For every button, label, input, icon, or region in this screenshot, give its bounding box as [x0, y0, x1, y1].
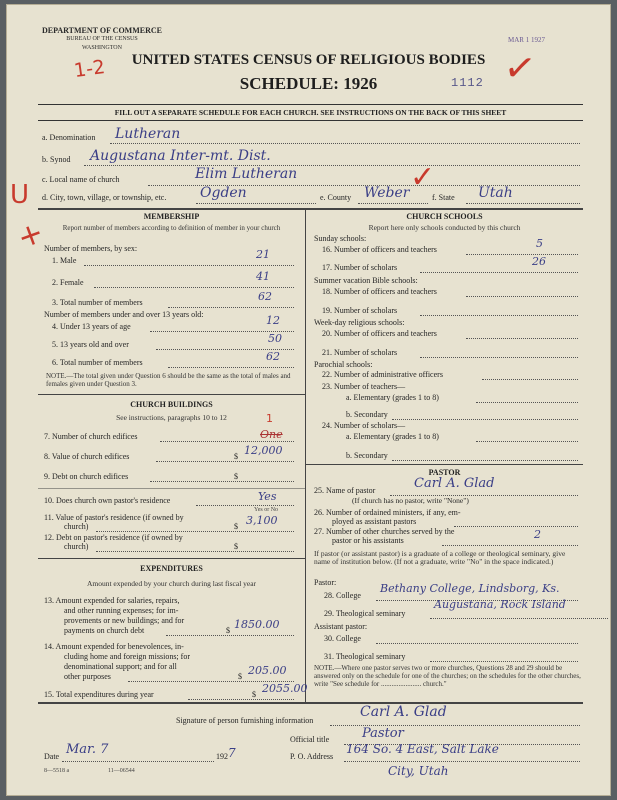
official-title-label: Official title — [290, 735, 330, 744]
q21-label: 21. Number of scholars — [322, 348, 398, 357]
yes-no-hint: Yes or No — [254, 507, 279, 513]
q13-label-4: payments on church debt — [64, 626, 145, 635]
schools-title: CHURCH SCHOOLS — [406, 212, 483, 221]
q20-label: 20. Number of officers and teachers — [322, 329, 437, 338]
check-mark-icon: ✓ — [501, 43, 539, 93]
total-members-label: 3. Total number of members — [52, 298, 143, 307]
expenditures-subtitle: Amount expended by your church during last fiscal year — [86, 579, 257, 588]
residence-debt-label-2: church) — [64, 542, 89, 551]
q14-value[interactable]: 205.00 — [248, 664, 287, 677]
q31-label: 31. Theological seminary — [324, 652, 406, 661]
denomination-value[interactable]: Lutheran — [115, 126, 181, 142]
residence-value-amount[interactable]: 3,100 — [246, 514, 278, 527]
q24b-label: b. Secondary — [346, 451, 388, 460]
local-name-value[interactable]: Elim Lutheran — [195, 166, 298, 182]
local-name-label: c. Local name of church — [42, 175, 120, 184]
membership-title: MEMBERSHIP — [143, 212, 200, 221]
buildings-subtitle: See instructions, paragraphs 10 to 12 — [116, 413, 227, 422]
q13-label-2: and other running expenses; for im- — [64, 606, 179, 615]
q15-label: 15. Total expenditures during year — [44, 690, 154, 699]
q27-label-2: pastor or his assistants — [332, 536, 404, 545]
fill-instruction: FILL OUT A SEPARATE SCHEDULE FOR EACH CHURCH. SEE INSTRUCTIONS ON THE BACK OF THIS SHEET — [38, 104, 583, 121]
schedule-number: 1112 — [451, 76, 484, 90]
denomination-label: a. Denomination — [42, 133, 96, 142]
by-sex-label: Number of members, by sex: — [44, 244, 138, 253]
q30-label: 30. College — [324, 634, 361, 643]
state-label: f. State — [432, 193, 455, 202]
cross-mark-icon: + — [12, 214, 49, 257]
pastor-title: PASTOR — [428, 468, 461, 477]
total-members-2-value[interactable]: 62 — [266, 350, 280, 363]
margin-mark-u: U — [10, 180, 30, 210]
over-13-label: 5. 13 years old and over — [52, 340, 129, 349]
female-value[interactable]: 41 — [256, 270, 270, 283]
q22-label: 22. Number of administrative officers — [322, 370, 443, 379]
q28-label: 28. College — [324, 591, 361, 600]
residence-debt-label: 12. Debt on pastor's residence (if owned by — [44, 533, 183, 542]
q16-label: 16. Number of officers and teachers — [322, 245, 437, 254]
edifice-value-label: 8. Value of church edifices — [44, 452, 130, 461]
q23-label: 23. Number of teachers— — [322, 382, 406, 391]
signature-value[interactable]: Carl A. Glad — [360, 704, 447, 720]
county-label: e. County — [320, 193, 352, 202]
q19-label: 19. Number of scholars — [322, 306, 398, 315]
year-digit[interactable]: 7 — [228, 746, 236, 760]
age-split-label: Number of members under and over 13 years old: — [44, 310, 204, 319]
q27-value[interactable]: 2 — [534, 528, 541, 541]
q27-label: 27. Number of other churches served by the — [314, 527, 455, 536]
edifice-debt-label: 9. Debt on church edifices — [44, 472, 129, 481]
q13-value[interactable]: 1850.00 — [234, 618, 280, 631]
received-date-stamp: MAR 1 1927 — [508, 36, 545, 44]
pastor-name-value[interactable]: Carl A. Glad — [414, 476, 495, 491]
membership-note: NOTE.—The total given under Question 6 should be the same as the total of males and females given under Question 3. — [46, 372, 291, 388]
schedule-title: SCHEDULE: 1926 — [239, 74, 378, 93]
edifices-value[interactable]: 1 — [266, 412, 273, 425]
synod-label: b. Synod — [42, 155, 71, 164]
q13-label-3: provements or new buildings; and for — [64, 616, 185, 625]
corner-annotation: 1-2 — [72, 55, 107, 83]
q15-value[interactable]: 2055.00 — [262, 682, 308, 695]
q14-label-2: cluding home and foreign missions; for — [64, 652, 190, 661]
department-header: DEPARTMENT OF COMMERCE BUREAU OF THE CENSUS WASHINGTON — [41, 26, 162, 51]
signature-label: Signature of person furnishing information — [176, 716, 314, 725]
q17-label: 17. Number of scholars — [322, 263, 398, 272]
schools-subtitle: Report here only schools conducted by this church — [368, 223, 521, 232]
q14-label-4: other purposes — [64, 672, 111, 681]
form-number: 8—5518 a — [44, 768, 70, 774]
year-prefix: 192 — [216, 752, 228, 761]
under-13-label: 4. Under 13 years of age — [52, 322, 131, 331]
state-value[interactable]: Utah — [478, 185, 513, 201]
check-mark-icon: ✓ — [410, 160, 436, 195]
q14-label: 14. Amount expended for benevolences, in- — [44, 642, 184, 651]
male-label: 1. Male — [52, 256, 77, 265]
q18-label: 18. Number of officers and teachers — [322, 287, 437, 296]
sunday-label: Sunday schools: — [314, 234, 367, 243]
synod-value[interactable]: Augustana Inter-mt. Dist. — [90, 148, 271, 164]
q25-label: 25. Name of pastor — [314, 486, 376, 495]
residence-value-label-2: church) — [64, 522, 89, 531]
q16-value[interactable]: 5 — [536, 237, 543, 250]
q23a-label: a. Elementary (grades 1 to 8) — [346, 393, 439, 402]
residence-value-label: 11. Value of pastor's residence (if owned by — [44, 513, 184, 522]
city-value[interactable]: Ogden — [200, 185, 247, 201]
membership-subtitle: Report number of members according to definition of member in your church — [62, 224, 281, 232]
multi-church-note: NOTE.—Where one pastor serves two or more churches, Questions 28 and 29 should be answered only on the schedule for one of the churches; on the schedules for the other churches, write "See schedule for ....................... church." — [314, 664, 581, 688]
buildings-title: CHURCH BUILDINGS — [130, 400, 213, 409]
address-label: P. O. Address — [290, 752, 334, 761]
county-value[interactable]: Weber — [364, 185, 410, 201]
city-label: d. City, town, village, or township, etc. — [42, 193, 167, 202]
form-number-2: 11—06544 — [108, 768, 135, 774]
parochial-label: Parochial schools: — [314, 360, 373, 369]
over-13-value[interactable]: 50 — [268, 332, 282, 345]
form-title: UNITED STATES CENSUS OF RELIGIOUS BODIES — [131, 52, 486, 68]
assistant-pastor-label: Assistant pastor: — [314, 622, 368, 631]
q29-label: 29. Theological seminary — [324, 609, 406, 618]
residence-label: 10. Does church own pastor's residence — [44, 496, 171, 505]
q26-label: 26. Number of ordained ministers, if any, em- — [314, 508, 461, 517]
q24a-label: a. Elementary (grades 1 to 8) — [346, 432, 439, 441]
q17-value[interactable]: 26 — [532, 255, 546, 268]
q13-label: 13. Amount expended for salaries, repairs, — [44, 596, 180, 605]
date-value[interactable]: Mar. 7 — [66, 742, 109, 757]
total-members-value[interactable]: 62 — [258, 290, 272, 303]
pastor-subsection-label: Pastor: — [314, 578, 337, 587]
q14-label-3: denominational support; and for all — [64, 662, 177, 671]
college-value[interactable]: Bethany College, Lindsborg, Ks. — [380, 582, 560, 595]
edifice-value-value[interactable]: 12,000 — [244, 444, 283, 457]
expenditures-title: EXPENDITURES — [140, 564, 203, 573]
q24-label: 24. Number of scholars— — [322, 421, 406, 430]
q26-label-2: ployed as assistant pastors — [332, 517, 417, 526]
under-13-value[interactable]: 12 — [266, 314, 280, 327]
edifices-label: 7. Number of church edifices — [44, 432, 138, 441]
address-value[interactable]: 164 So. 4 East, Salt Lake — [346, 742, 499, 756]
edifices-struck: One — [260, 428, 283, 441]
official-title-value[interactable]: Pastor — [362, 726, 404, 741]
total-members-2-label: 6. Total number of members — [52, 358, 143, 367]
date-label: Date — [44, 752, 60, 761]
residence-value[interactable]: Yes — [258, 490, 277, 503]
male-value[interactable]: 21 — [256, 248, 270, 261]
female-label: 2. Female — [52, 278, 84, 287]
graduate-note: If pastor (or assistant pastor) is a graduate of a college or theological seminary, give name of institution below. (If not a graduate, write "No" in the space indicated.) — [314, 549, 566, 566]
address-value-2[interactable]: City, Utah — [388, 764, 449, 778]
summer-label: Summer vacation Bible schools: — [314, 276, 418, 285]
q23b-label: b. Secondary — [346, 410, 388, 419]
seminary-value[interactable]: Augustana, Rock Island — [434, 598, 566, 611]
q25-note: (If church has no pastor, write "None") — [352, 496, 469, 505]
weekday-label: Week-day religious schools: — [314, 318, 405, 327]
